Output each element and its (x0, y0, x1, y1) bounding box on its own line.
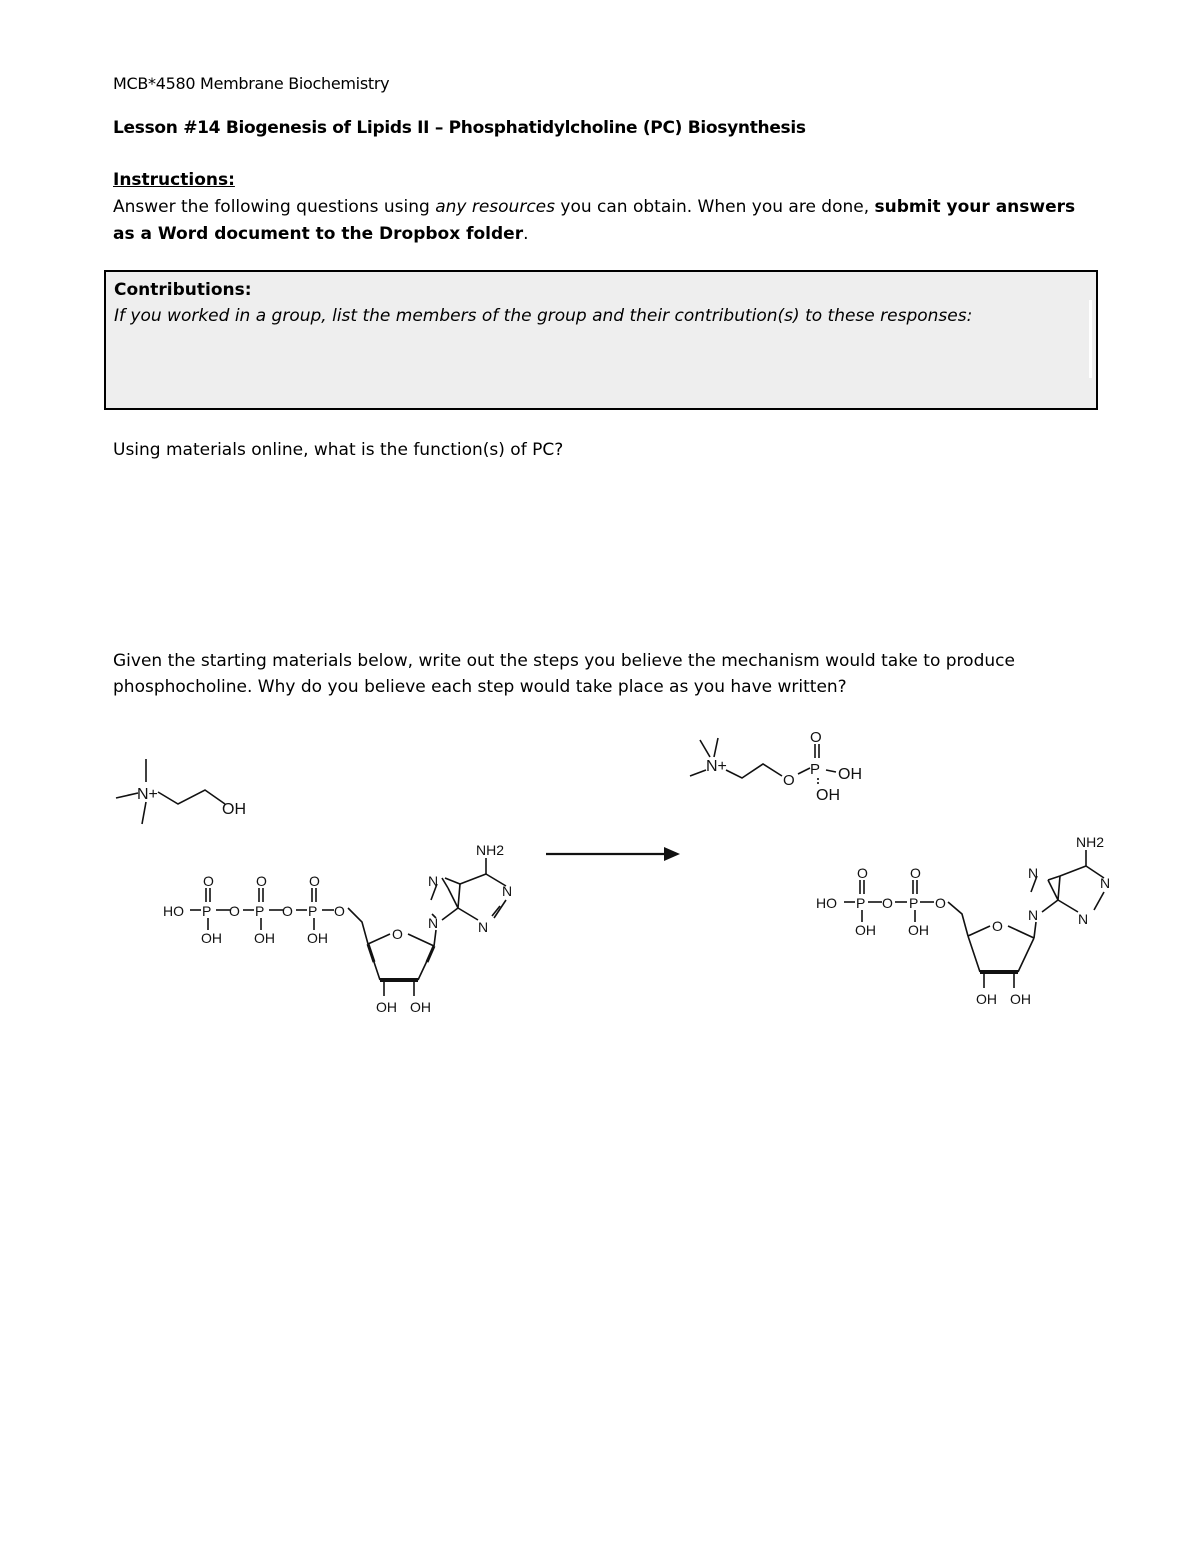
choline-n-label: N+ (137, 786, 158, 803)
atp-o4-label: O (203, 873, 214, 889)
atp-p1-label: P (202, 903, 212, 919)
adp-o2-label: O (935, 895, 946, 911)
choline-oh-label: OH (222, 801, 246, 818)
instructions-heading: Instructions: (113, 170, 235, 190)
atp-o3-label: O (334, 903, 345, 919)
atp-o5-label: O (256, 873, 267, 889)
atp-o2-label: O (282, 903, 293, 919)
atp-oh2-label: OH (254, 930, 275, 946)
adp-structure (844, 850, 1104, 988)
contributions-heading: Contributions: (114, 280, 252, 300)
question-2: Given the starting materials below, write out the steps you believe the mechanism would take to produce phosphocholine. Why do you believe each step would take place as you have written? (113, 651, 1015, 697)
atp-ho-label: HO (163, 903, 184, 919)
atp-p3-label: P (308, 903, 318, 919)
question-1: Using materials online, what is the function(s) of PC? (113, 440, 564, 460)
pc-n-label: N+ (706, 758, 727, 775)
atp-oh1-label: OH (201, 930, 222, 946)
course-title: MCB*4580 Membrane Biochemistry (113, 74, 390, 93)
atp-o1-label: O (229, 903, 240, 919)
adp-n9-label: N (1028, 907, 1039, 923)
pc-oh1-label: OH (838, 766, 862, 783)
adp-oh1-label: OH (855, 922, 876, 938)
atp-n7-label: N (428, 873, 439, 889)
pc-o-label: O (783, 772, 795, 789)
instructions-text: Answer the following questions using any resources you can obtain. When you are done, submit your answers as a Word document to the Dropbox folder. (113, 197, 1076, 244)
atp-n9-label: N (428, 915, 439, 931)
adp-n7-label: N (1028, 865, 1039, 881)
adp-ring-o-label: O (992, 918, 1003, 934)
adp-p1-label: P (856, 895, 866, 911)
adp-ribose-oh1-label: OH (976, 991, 997, 1007)
atp-nh2-label: NH2 (476, 842, 505, 858)
atp-oh3-label: OH (307, 930, 328, 946)
pc-oh2-label: OH (816, 787, 840, 804)
atp-n3-label: N (478, 919, 489, 935)
atp-n1-label: N (502, 883, 513, 899)
adp-ho-label: HO (816, 895, 837, 911)
choline-structure (116, 759, 225, 824)
instructions-bold: submit your answers as a Word document to the Dropbox folder (113, 197, 1076, 244)
atp-o6-label: O (309, 873, 320, 889)
contributions-prompt: If you worked in a group, list the members of the group and their contribution(s) to these responses: (114, 306, 973, 326)
adp-p2-label: P (909, 895, 919, 911)
atp-ring-o-label: O (392, 926, 403, 942)
lesson-title: Lesson #14 Biogenesis of Lipids II – Phosphatidylcholine (PC) Biosynthesis (113, 118, 806, 138)
adp-ribose-oh2-label: OH (1010, 991, 1031, 1007)
adp-oh2-label: OH (908, 922, 929, 938)
atp-ribose-oh2-label: OH (410, 999, 431, 1015)
adp-n3-label: N (1078, 911, 1089, 927)
atp-ribose-oh1-label: OH (376, 999, 397, 1015)
atp-p2-label: P (255, 903, 265, 919)
adp-n1-label: N (1100, 875, 1111, 891)
instructions-italic: any resources (435, 197, 555, 217)
adp-o1-label: O (882, 895, 893, 911)
adp-o3-label: O (857, 865, 868, 881)
pc-o-top-label: O (810, 729, 822, 746)
atp-structure (190, 858, 506, 996)
adp-nh2-label: NH2 (1076, 834, 1105, 850)
pc-p-label: P (810, 761, 821, 778)
adp-o4-label: O (910, 865, 921, 881)
